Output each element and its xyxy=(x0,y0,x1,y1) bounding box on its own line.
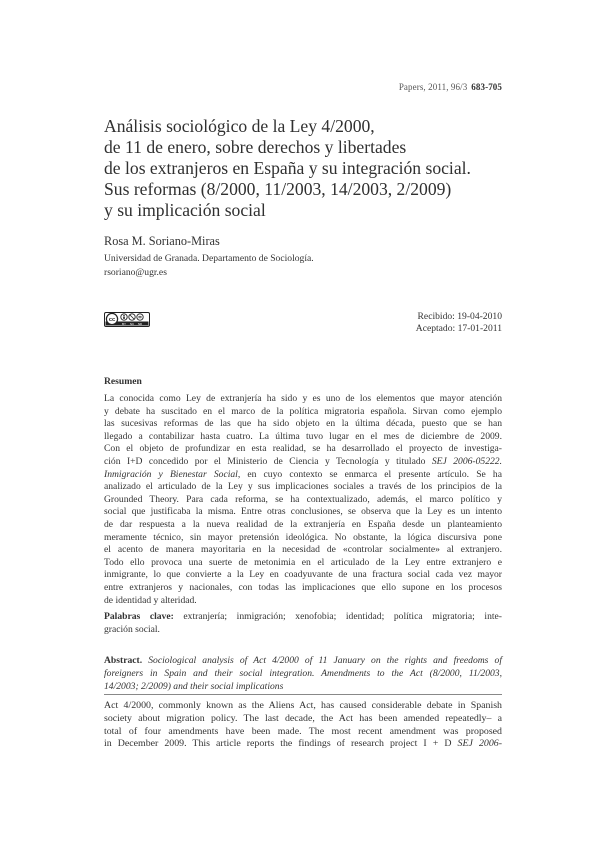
submission-dates xyxy=(416,311,502,336)
resumen-heading: Resumen xyxy=(104,376,142,387)
english-abstract-title xyxy=(104,654,502,693)
title-line: de los extranjeros en España y su integración social. xyxy=(104,158,471,178)
text-segment: , en cuyo contexto se enmarca el presente artículo. Se ha xyxy=(237,468,502,480)
keywords xyxy=(104,611,502,636)
author-affiliation-block xyxy=(104,252,314,280)
text-segment: 14/2003; 2/2009) and their social implications xyxy=(104,681,284,692)
text-line xyxy=(104,680,502,693)
text-line: analizado el articulado de la Ley y sus implicaciones sociales a través de los principios de la xyxy=(104,481,502,493)
text-line: social que justificaba la misma. Entre otras conclusiones, se observa que la Ley es un intento xyxy=(104,506,502,518)
author-email[interactable]: rsoriano@ugr.es xyxy=(104,266,167,278)
resumen-text xyxy=(104,393,502,607)
nc-label: NC xyxy=(129,322,135,326)
author-affiliation: Universidad de Granada. Departamento de Sociología. xyxy=(104,253,314,264)
text-line: de dar respuesta a la nueva realidad de la extranjería en España desde un planteamiento xyxy=(104,518,502,530)
text-line: total of four amendments have been made. The most recent amendment was proposed xyxy=(104,725,502,737)
project-title: Inmigración y Bienestar Social xyxy=(104,468,238,480)
text-line xyxy=(104,456,502,469)
abstract-label: Abstract. xyxy=(104,655,143,666)
text-line xyxy=(104,738,502,751)
received-date: Recibido: 19-04-2010 xyxy=(417,311,502,322)
cc-logo-text: cc xyxy=(108,317,116,324)
article-title xyxy=(104,116,504,221)
title-line: Análisis sociológico de la Ley 4/2000, xyxy=(104,116,375,136)
author-name: Rosa M. Soriano-Miras xyxy=(104,234,220,248)
text-line: entre extranjeros y nacionales, con todas las implicaciones que ello supone en los procesos xyxy=(104,581,502,593)
title-line: de 11 de enero, sobre derechos y libertades xyxy=(104,137,407,157)
section-divider xyxy=(104,694,502,695)
text-line: Con el objeto de profundizar en esta realidad, se ha desarrollado el proyecto de investiga- xyxy=(104,443,502,455)
nd-label: ND xyxy=(137,322,143,326)
keywords-label: Palabras clave: xyxy=(104,611,174,622)
text-line: gración social. xyxy=(104,623,160,635)
text-line: La conocida como Ley de extranjería ha sido y es uno de los elementos que mayor atención xyxy=(104,393,502,404)
text-line: Todo ello provoca una suerte de metonimia en el articulado de la Ley entre extranjero e xyxy=(104,556,502,568)
text-line: de identidad y alteridad. xyxy=(104,594,197,606)
text-line: las sucesivas reformas de las que ha sido objeto en la última década, puesto que se han xyxy=(104,418,502,430)
text-line: el acento de manera mayoritaria en la necesidad de «controlar socialmente» al extranjero. xyxy=(104,544,502,556)
english-abstract-body xyxy=(104,700,502,751)
text-line xyxy=(104,654,502,667)
text-segment: Sociological analysis of Act 4/2000 of 11 January on the rights and freedoms of xyxy=(142,655,502,666)
project-code: SEJ 2006- xyxy=(457,738,502,750)
keywords-list: extranjería; inmigración; xenofobia; identidad; política migratoria; inte- xyxy=(173,611,502,622)
cc-license-badge[interactable] xyxy=(104,312,150,327)
project-code: SEJ 2006-05222. xyxy=(431,455,502,467)
text-line xyxy=(104,667,502,680)
text-line xyxy=(104,611,502,624)
accepted-date: Aceptado: 17-01-2011 xyxy=(415,323,502,335)
text-segment: ción I+D concedido por el Ministerio de Ciencia y Tecnología y titulado xyxy=(104,455,432,467)
text-segment: in December 2009. This article reports the findings of research project I + D xyxy=(104,738,458,750)
text-line: y debate ha suscitado en el marco de la política migratoria española. Sirvan como ejemplo xyxy=(104,405,502,417)
text-line: Act 4/2000, commonly known as the Aliens Act, has caused considerable debate in Spanish xyxy=(104,700,502,711)
text-line: inmigrante, lo que convierte a la Ley en coadyuvante de una fractura social cada vez mayor xyxy=(104,569,502,581)
text-segment: foreigners in Spain and their social integration. Amendments to the Act (8/2000, 11/2003, xyxy=(104,668,502,679)
by-label: BY xyxy=(121,322,127,326)
running-head xyxy=(399,82,502,92)
attribution-icon-head xyxy=(123,315,124,316)
journal-citation: Papers, 2011, 96/3 xyxy=(398,82,468,92)
text-line: llegado a contabilizar hasta cuatro. La última tuvo lugar en el mes de diciembre de 2009. xyxy=(104,430,502,442)
text-line: society about migration policy. The last decade, the Act has been amended repeatedly– a xyxy=(104,712,502,724)
text-line: Grounded Theory. Para cada reforma, se ha contextualizado, además, el marco político y xyxy=(104,493,502,505)
text-line xyxy=(104,469,502,482)
attribution-icon-body xyxy=(123,317,125,319)
text-line: meramente técnico, sin mayor pretensión ideológica. No obstante, la lógica discursiva pone xyxy=(104,531,502,543)
page-range: 683-705 xyxy=(471,82,502,92)
title-line: y su implicación social xyxy=(104,200,266,220)
title-line: Sus reformas (8/2000, 11/2003, 14/2003, 2/2009) xyxy=(104,179,452,199)
noderivatives-icon xyxy=(137,314,143,320)
